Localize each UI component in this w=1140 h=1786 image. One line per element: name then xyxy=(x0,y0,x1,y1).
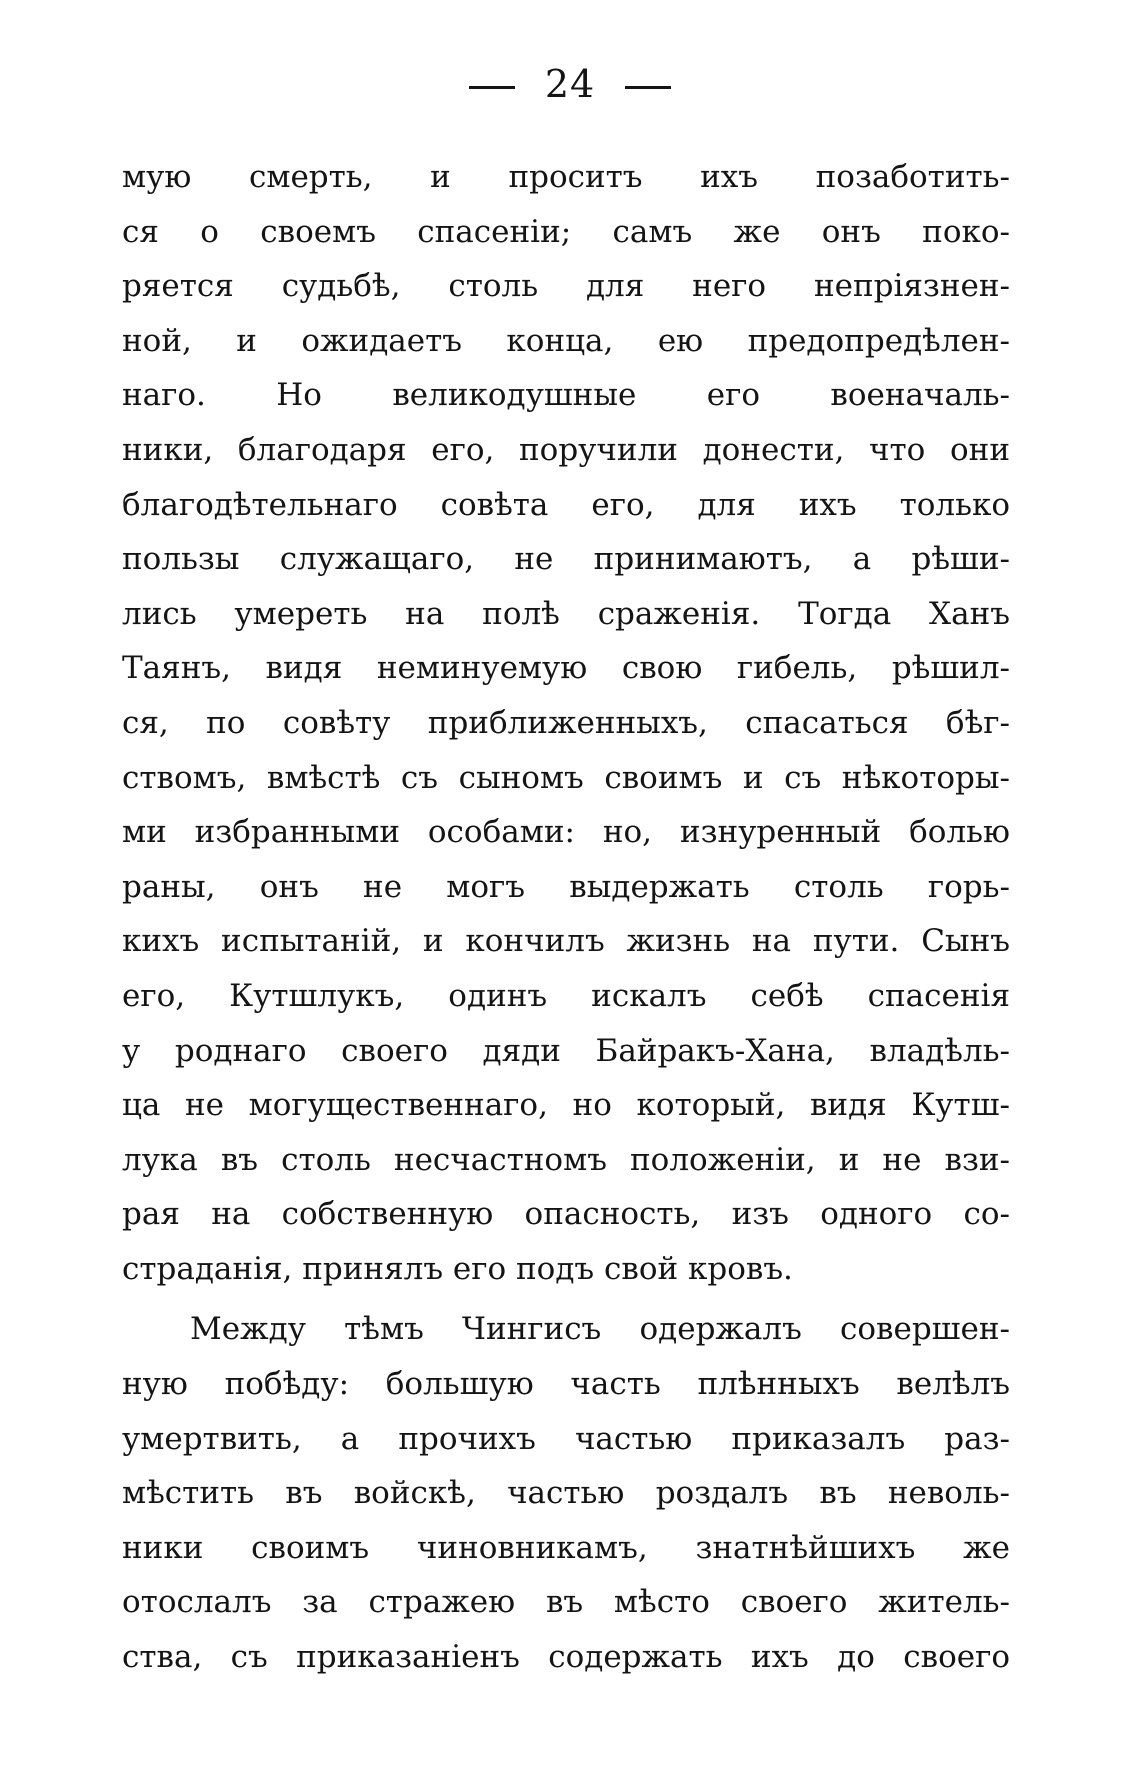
right-dash xyxy=(625,86,671,89)
text-line: раны, онъ не могъ выдержать столь горь- xyxy=(122,868,1010,905)
text-line: благодѣтельнаго совѣта его, для ихъ только xyxy=(122,486,1010,523)
text-line: ряется судьбѣ, столь для него непрiязнен- xyxy=(122,268,1010,305)
text-line: ники своимъ чиновникамъ, знатнѣйшихъ же xyxy=(122,1529,1010,1566)
text-line: лись умереть на полѣ сраженiя. Тогда Ханъ xyxy=(122,595,1010,632)
text-line: умертвить, а прочихъ частью приказалъ раз- xyxy=(122,1420,1010,1457)
page-number-header xyxy=(0,62,1140,106)
text-line: кихъ испытанiй, и кончилъ жизнь на пути. Сынъ xyxy=(122,923,1010,960)
text-line: ся, по совѣту приближенныхъ, спасаться бѣг- xyxy=(122,704,1010,741)
text-line: ца не могущественнаго, но который, видя Кутш- xyxy=(122,1087,1010,1124)
left-dash xyxy=(469,86,515,89)
text-line: ной, и ожидаетъ конца, ею предопредѣлен- xyxy=(122,322,1010,359)
text-line: мѣстить въ войскѣ, частью роздалъ въ неволь- xyxy=(122,1475,1010,1512)
text-line: ствомъ, вмѣстѣ съ сыномъ своимъ и съ нѣкоторы- xyxy=(122,759,1010,796)
paragraph xyxy=(122,1302,1010,1684)
text-line: у роднаго своего дяди Байракъ-Хана, владѣль- xyxy=(122,1032,1010,1069)
paragraph xyxy=(122,150,1010,1296)
text-line: рая на собственную опасность, изъ одного со- xyxy=(122,1196,1010,1233)
text-line: отослалъ за стражею въ мѣсто своего житель- xyxy=(122,1584,1010,1621)
text-line: страданiя, принялъ его подъ свой кровъ. xyxy=(122,1250,793,1287)
text-line: Между тѣмъ Чингисъ одержалъ совершен- xyxy=(190,1311,1010,1348)
text-line: ми избранными особами: но, изнуренный болью xyxy=(122,814,1010,851)
text-line: ся о своемъ спасенiи; самъ же онъ поко- xyxy=(122,213,1010,250)
text-line: наго. Но великодушные его военачаль- xyxy=(122,377,1010,414)
text-line: ники, благодаря его, поручили донести, что они xyxy=(122,431,1010,468)
text-line: ства, съ приказанiенъ содержать ихъ до своего xyxy=(122,1639,1010,1676)
text-line: мую смерть, и проситъ ихъ позаботить- xyxy=(122,159,1010,195)
text-line: его, Кутшлукъ, одинъ искалъ себѣ спасенiя xyxy=(122,977,1010,1014)
page-number: 24 xyxy=(544,62,596,106)
text-line: ную побѣду: большую часть плѣнныхъ велѣлъ xyxy=(122,1366,1010,1403)
body-text xyxy=(122,150,1010,1685)
text-line: пользы служащаго, не принимаютъ, а рѣши- xyxy=(122,541,1010,578)
text-line: Таянъ, видя неминуемую свою гибель, рѣшил- xyxy=(122,650,1010,687)
text-line: лука въ столь несчастномъ положенiи, и не взи- xyxy=(122,1141,1010,1178)
